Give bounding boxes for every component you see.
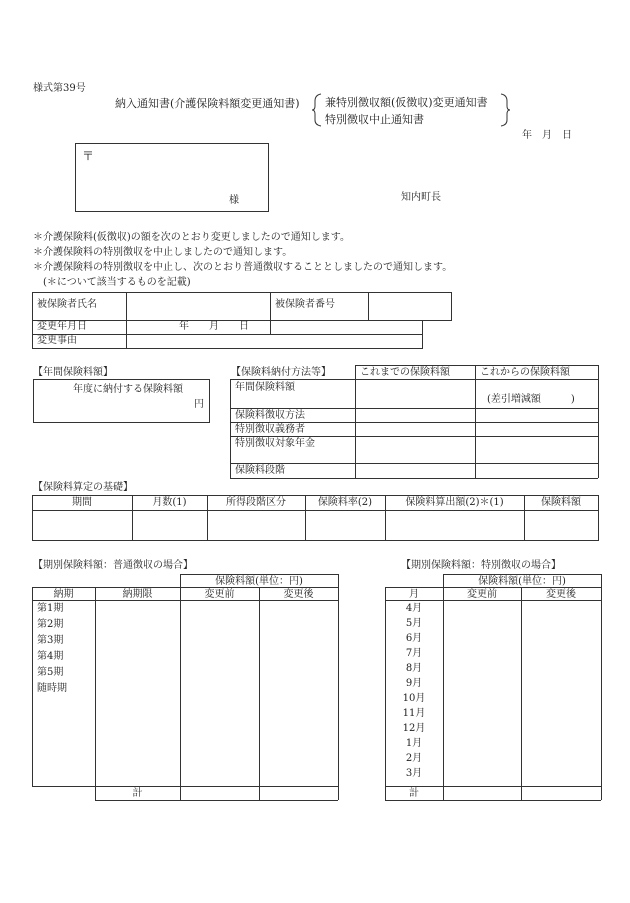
method-col-before: これまでの保険料額 <box>360 367 450 378</box>
title-alt-2: 特別徴収中止通知書 <box>325 113 424 126</box>
special-month-5: 5月 <box>405 618 423 629</box>
ordinary-col-after: 変更後 <box>283 589 314 600</box>
method-row-pension: 特別徴収対象年金 <box>235 438 315 449</box>
special-month-7: 7月 <box>405 648 423 659</box>
basis-col-income-stage: 所得段階区分 <box>226 497 286 508</box>
postal-mark: 〒 <box>82 149 95 163</box>
ordinary-total: 計 <box>132 788 143 799</box>
ordinary-period-2: 第2期 <box>37 619 64 630</box>
ordinary-col-before: 変更前 <box>204 589 235 600</box>
ordinary-period-5: 第5期 <box>37 667 64 678</box>
special-month-8: 8月 <box>405 663 423 674</box>
basis-col-calc: 保険料算出額(2)＊(1) <box>405 497 504 508</box>
ordinary-period-4: 第4期 <box>37 651 64 662</box>
special-month-9: 9月 <box>405 678 423 689</box>
form-number: 様式第39号 <box>33 83 86 94</box>
method-row-annual: 年間保険料額 <box>235 382 295 393</box>
ordinary-period-1: 第1期 <box>37 603 64 614</box>
annual-unit: 円 <box>194 399 204 410</box>
insured-number-label: 被保険者番号 <box>275 299 335 310</box>
method-row-stage: 保険料段階 <box>235 465 285 476</box>
ordinary-unit-header: 保険料額(単位：円) <box>215 576 303 587</box>
document-title: 納入通知書(介護保険料額変更通知書) <box>115 97 300 110</box>
issue-date: 年 月 日 <box>522 130 572 141</box>
special-month-1: 1月 <box>405 738 423 749</box>
special-month-4: 4月 <box>405 603 423 614</box>
basis-col-months: 月数(1) <box>152 497 187 508</box>
issuer: 知内町長 <box>401 192 441 203</box>
change-date-label: 変更年月日 <box>37 321 87 332</box>
change-reason-label: 変更事由 <box>37 335 77 346</box>
basis-col-period: 期間 <box>72 497 92 508</box>
special-col-after: 変更後 <box>546 589 576 600</box>
honorific: 様 <box>229 195 239 206</box>
ordinary-col-period: 納期 <box>53 589 74 600</box>
method-diff-label: (差引増減額 ) <box>487 394 575 405</box>
title-alt-1: 兼特別徴収額(仮徴収)変更通知書 <box>325 96 488 109</box>
annual-heading: 【年間保険料額】 <box>33 367 113 378</box>
annual-box <box>33 379 210 423</box>
method-col-after: これからの保険料額 <box>480 367 570 378</box>
special-month-3: 3月 <box>405 768 423 779</box>
method-heading: 【保険料納付方法等】 <box>231 367 331 378</box>
right-brace-icon <box>498 93 512 127</box>
ordinary-heading: 【期別保険料額：普通徴収の場合】 <box>33 560 193 571</box>
notice-note: (＊について該当するものを記載) <box>43 277 191 288</box>
special-month-11: 11月 <box>402 708 426 719</box>
ordinary-col-deadline: 納期限 <box>122 589 153 600</box>
basis-col-amount: 保険料額 <box>541 497 581 508</box>
notice-2: ＊介護保険料の特別徴収を中止しましたので通知します。 <box>33 247 293 258</box>
special-month-2: 2月 <box>405 753 423 764</box>
basis-col-rate: 保険料率(2) <box>317 497 373 508</box>
special-month-6: 6月 <box>405 633 423 644</box>
annual-label: 年度に納付する保険料額 <box>73 384 183 395</box>
special-total: 計 <box>409 788 419 799</box>
address-box <box>75 143 269 212</box>
special-col-month: 月 <box>409 589 419 600</box>
special-month-12: 12月 <box>402 723 426 734</box>
notice-1: ＊介護保険料(仮徴収)の額を次のとおり変更しましたので通知します。 <box>33 232 351 243</box>
special-col-before: 変更前 <box>467 589 497 600</box>
method-row-obligor: 特別徴収義務者 <box>235 424 305 435</box>
basis-heading: 【保険料算定の基礎】 <box>33 482 133 493</box>
change-date-ymd: 年 月 日 <box>179 321 249 332</box>
insured-name-label: 被保険者氏名 <box>37 299 97 310</box>
left-brace-icon <box>311 93 325 127</box>
notice-3: ＊介護保険料の特別徴収を中止し、次のとおり普通徴収することとしましたので通知します。 <box>33 262 453 273</box>
ordinary-period-extra: 随時期 <box>37 683 67 694</box>
special-unit-header: 保険料額(単位：円) <box>478 576 566 587</box>
ordinary-period-3: 第3期 <box>37 635 64 646</box>
special-month-10: 10月 <box>402 693 426 704</box>
method-row-collection: 保険料徴収方法 <box>235 410 305 421</box>
special-heading: 【期別保険料額：特別徴収の場合】 <box>401 560 561 571</box>
